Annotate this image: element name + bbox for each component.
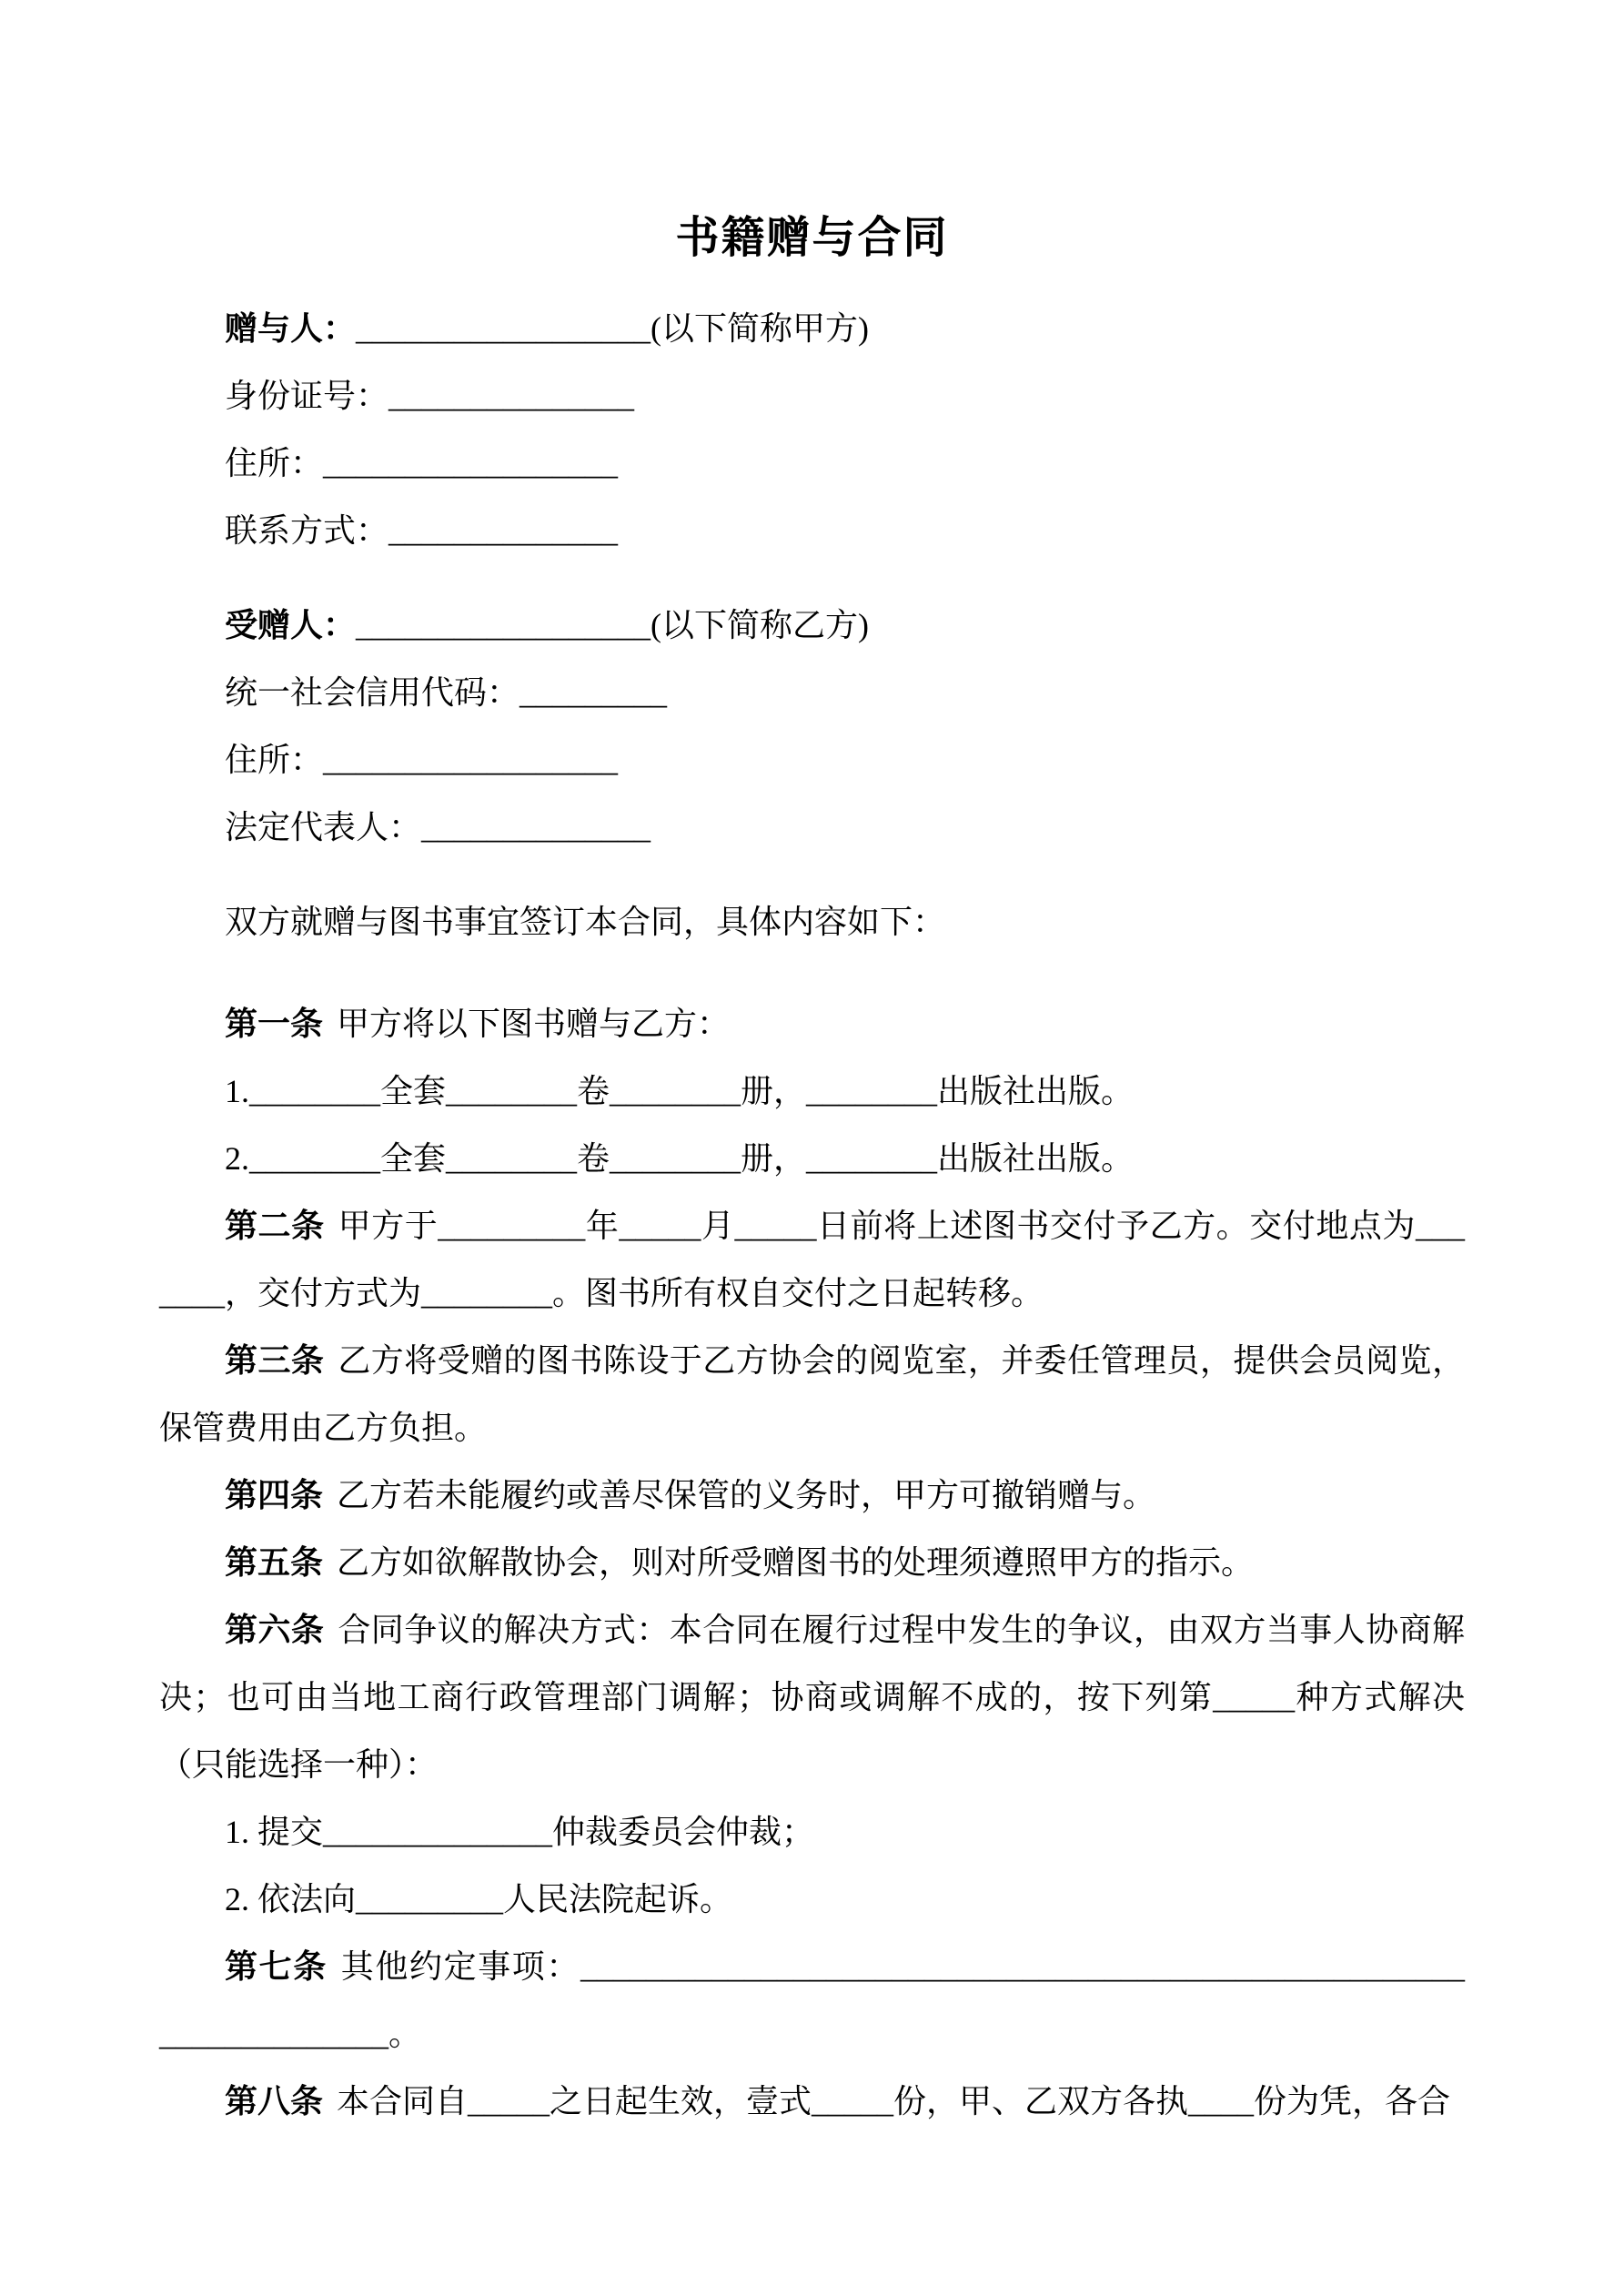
donee-name-line — [159, 592, 1465, 659]
article-6 — [159, 1596, 1465, 1798]
donee-credit-code-label: 统一社会信用代码： — [225, 674, 520, 711]
donor-address-label: 住所： — [225, 445, 324, 481]
article-1-text: 甲方将以下图书赠与乙方： — [337, 1006, 731, 1042]
donor-label: 赠与人： — [225, 310, 357, 347]
article-5 — [159, 1529, 1465, 1596]
article-5-text: 乙方如欲解散协会，则对所受赠图书的处理须遵照甲方的指示。 — [337, 1544, 1255, 1581]
donor-address-line — [159, 430, 1465, 497]
donee-credit-code-line — [159, 659, 1465, 726]
article-1-number: 第一条 — [225, 1006, 324, 1042]
donor-contact-blank: ______________ — [388, 512, 619, 549]
donor-note: (以下简称甲方) — [651, 310, 869, 347]
intro-paragraph: 双方就赠与图书事宜签订本合同，具体内容如下： — [225, 904, 946, 940]
article-7-text: 其他约定事项：____________________________________________________________________。 — [159, 1948, 1465, 2052]
article-6-item-2: 2. 依法向_________人民法院起诉。 — [225, 1881, 733, 1917]
article-3-text: 乙方将受赠的图书陈设于乙方协会的阅览室，并委任管理员，提供会员阅览，保管费用由乙方负担。 — [159, 1342, 1465, 1446]
donee-representative-blank: ______________ — [421, 809, 651, 845]
article-5-number: 第五条 — [225, 1544, 324, 1581]
article-8 — [159, 2068, 1465, 2135]
article-7 — [159, 1933, 1465, 2068]
article-1-item-2: 2.________全套________卷________册，________出版社出版。 — [225, 1140, 1135, 1177]
donee-name-blank: __________________ — [356, 607, 651, 643]
article-2-text: 甲方于_________年_____月_____日前将上述图书交付予乙方。交付地点为_______，交付方式为________。图书所有权自交付之日起转移。 — [159, 1208, 1465, 1311]
donee-address-label: 住所： — [225, 742, 324, 778]
article-6-text: 合同争议的解决方式：本合同在履行过程中发生的争议，由双方当事人协商解决；也可由当地工商行政管理部门调解；协商或调解不成的，按下列第_____种方式解决（只能选择一种）： — [159, 1612, 1465, 1783]
article-3-number: 第三条 — [225, 1342, 325, 1379]
article-8-text: 本合同自_____之日起生效，壹式_____份，甲、乙双方各执____份为凭，各合 — [337, 2083, 1451, 2119]
article-1-item-1: 1.________全套________卷________册，________出版社出版。 — [225, 1073, 1135, 1109]
article-6-number: 第六条 — [225, 1612, 325, 1648]
donor-id-line — [159, 362, 1465, 430]
donee-credit-code-blank: _________ — [519, 674, 668, 711]
donor-address-blank: __________________ — [323, 445, 619, 481]
donee-label: 受赠人： — [225, 607, 357, 643]
donee-address-blank: __________________ — [323, 742, 619, 778]
article-2-number: 第二条 — [225, 1208, 325, 1244]
donor-contact-label: 联系方式： — [225, 512, 389, 549]
article-4-number: 第四条 — [225, 1477, 324, 1513]
document-title: 书籍赠与合同 — [675, 214, 949, 262]
donee-address-line — [159, 726, 1465, 794]
donor-name-line — [159, 295, 1465, 362]
donee-representative-line — [159, 794, 1465, 861]
donor-name-blank: __________________ — [356, 310, 651, 347]
article-1 — [159, 990, 1465, 1057]
donee-note: (以下简称乙方) — [651, 607, 869, 643]
donor-contact-line — [159, 497, 1465, 564]
article-4 — [159, 1462, 1465, 1529]
donor-id-blank: _______________ — [388, 378, 635, 414]
article-3 — [159, 1327, 1465, 1462]
donor-id-label: 身份证号： — [225, 378, 389, 414]
donee-representative-label: 法定代表人： — [225, 809, 422, 845]
article-8-number: 第八条 — [225, 2083, 324, 2119]
article-7-number: 第七条 — [225, 1948, 328, 1985]
article-2 — [159, 1192, 1465, 1327]
article-4-text: 乙方若未能履约或善尽保管的义务时，甲方可撤销赠与。 — [337, 1477, 1156, 1513]
article-6-item-1: 1. 提交______________仲裁委员会仲裁； — [225, 1814, 815, 1850]
